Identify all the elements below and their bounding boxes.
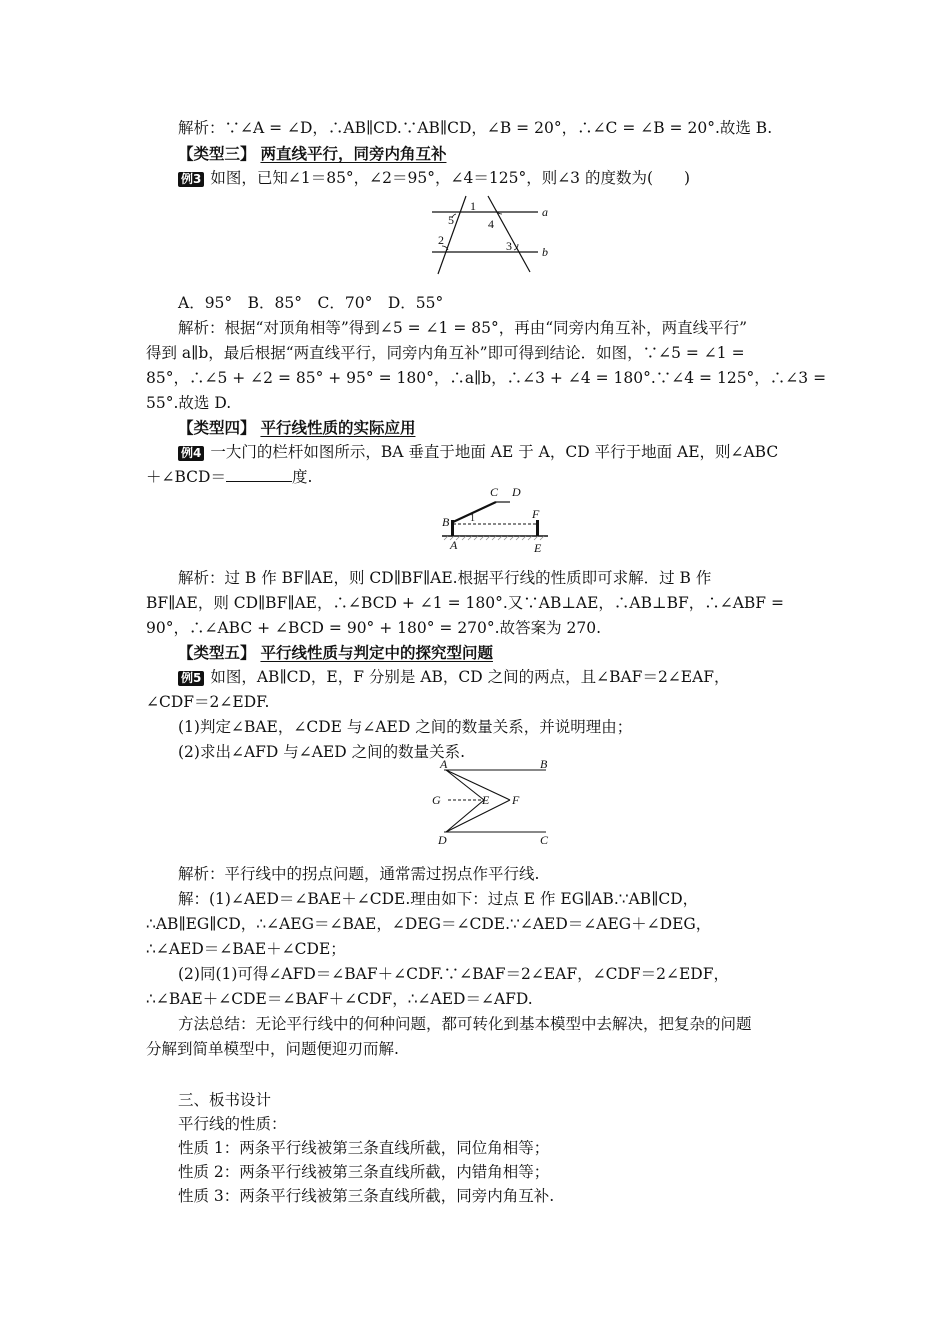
solution-example2: 解析：∵∠A = ∠D，∴AB∥CD.∵AB∥CD，∠B = 20°，∴∠C = ∠B = 20°.故选 B. (178, 119, 773, 137)
example4-solution-2: BF∥AE，则 CD∥BF∥AE，∴∠BCD + ∠1 = 180°.又∵AB⊥AE，∴AB⊥BF，∴∠ABF = (146, 594, 784, 612)
angle-label-4: 4 (488, 217, 494, 231)
figure-zigzag (428, 758, 558, 848)
example3-text: 如图，已知∠1＝85°，∠2＝95°，∠4＝125°，则∠3 的度数为( ) (210, 169, 691, 187)
example5-solution-4: (2)同(1)可得∠AFD＝∠BAF＋∠CDF.∵∠BAF＝2∠EAF，∠CDF＝2∠EDF， (178, 965, 729, 983)
board-design-title: 三、板书设计 (178, 1091, 272, 1109)
label-D: D (512, 485, 521, 499)
label-E: E (482, 793, 490, 807)
property-2: 性质 2：两条平行线被第三条直线所截，内错角相等； (178, 1163, 550, 1181)
type4-title: 平行线性质的实际应用 (260, 418, 416, 437)
property-1: 性质 1：两条平行线被第三条直线所截，同位角相等； (178, 1139, 550, 1157)
label-a: a (542, 205, 548, 219)
type3-bracket: 【类型三】 (178, 144, 256, 163)
example5-badge: 例5 (178, 671, 204, 686)
example5-solution-3: ∴∠AED＝∠BAE＋∠CDE； (146, 940, 346, 958)
property-3: 性质 3：两条平行线被第三条直线所截，同旁内角互补. (178, 1187, 555, 1205)
label-F: F (512, 793, 520, 807)
answer-blank (226, 467, 292, 482)
example5-text: 如图，AB∥CD，E，F 分别是 AB，CD 之间的两点，且∠BAF＝2∠EAF， (210, 668, 730, 686)
type4-bracket: 【类型四】 (178, 418, 256, 437)
angle-label-2: 2 (438, 233, 444, 247)
figure-gate-barrier (436, 484, 556, 556)
example3-solution-1: 解析：根据“对顶角相等”得到∠5 = ∠1 = 85°，再由“同旁内角互补，两直线平行” (178, 319, 748, 337)
example5-question-2: ∠CDF＝2∠EDF. (146, 693, 270, 711)
example5-part2: (2)求出∠AFD 与∠AED 之间的数量关系. (178, 743, 466, 761)
angle-label-5: 5 (448, 213, 454, 227)
angle-label-1: 1 (470, 199, 476, 213)
example3-badge: 例3 (178, 172, 204, 187)
label-A: A (440, 758, 448, 771)
example5-solution-5: ∴∠BAE＋∠CDE＝∠BAF＋∠CDF，∴∠AED＝∠AFD. (146, 990, 533, 1008)
example4-text-2b: 度. (291, 468, 313, 486)
type4-heading (178, 416, 415, 440)
example3-options: A．95° B．85° C．70° D．55° (178, 294, 444, 312)
example5-question (178, 665, 730, 689)
example5-part1: (1)判定∠BAE，∠CDE 与∠AED 之间的数量关系，并说明理由； (178, 718, 633, 736)
label-B: B (442, 515, 450, 529)
type3-title: 两直线平行，同旁内角互补 (260, 144, 447, 163)
label-C: C (490, 485, 499, 499)
example4-text: 一大门的栏杆如图所示，BA 垂直于地面 AE 于 A，CD 平行于地面 AE，则∠ABC (210, 443, 779, 461)
label-A: A (450, 538, 458, 552)
method-summary-2: 分解到简单模型中，问题便迎刃而解. (146, 1040, 399, 1058)
example4-badge: 例4 (178, 446, 204, 461)
type5-title: 平行线性质与判定中的探究型问题 (260, 643, 493, 662)
example4-question (178, 440, 778, 464)
type5-bracket: 【类型五】 (178, 643, 256, 662)
label-G: G (432, 793, 441, 807)
board-design-subtitle: 平行线的性质： (178, 1115, 287, 1133)
example3-solution-2: 得到 a∥b，最后根据“两直线平行，同旁内角互补”即可得到结论．如图，∵∠5 = ∠1 = (146, 344, 745, 362)
transversal-right (488, 196, 530, 272)
example5-solution-2: ∴AB∥EG∥CD，∴∠AEG＝∠BAE，∠DEG＝∠CDE.∵∠AED＝∠AEG＋∠DEG， (146, 915, 712, 933)
example4-question-2 (146, 465, 312, 489)
example3-solution-3: 85°，∴∠5 + ∠2 = 85° + 95° = 180°，∴a∥b，∴∠3 + ∠4 = 180°.∵∠4 = 125°，∴∠3 = (146, 369, 827, 387)
label-F: F (532, 507, 540, 521)
example3-solution-4: 55°.故选 D. (146, 394, 232, 412)
example3-question (178, 166, 690, 190)
figure-parallel-lines-ab (428, 194, 568, 278)
example4-solution-3: 90°，∴∠ABC + ∠BCD = 90° + 180° = 270°.故答案为 270. (146, 619, 602, 637)
type5-heading (178, 641, 493, 665)
label-B: B (540, 758, 548, 771)
post-fe (536, 520, 539, 536)
method-summary-1: 方法总结：无论平行线中的何种问题，都可转化到基本模型中去解决，把复杂的问题 (178, 1015, 752, 1033)
example5-hint: 解析：平行线中的拐点问题，通常需过拐点作平行线. (178, 865, 540, 883)
label-b: b (542, 245, 548, 259)
label-C: C (540, 833, 549, 847)
angle-label-1: 1 (470, 513, 475, 524)
label-E: E (534, 541, 542, 555)
example5-solution-1: 解：(1)∠AED＝∠BAE＋∠CDE.理由如下：过点 E 作 EG∥AB.∵AB∥CD， (178, 890, 699, 908)
label-D: D (438, 833, 447, 847)
example4-solution-1: 解析：过 B 作 BF∥AE，则 CD∥BF∥AE.根据平行线的性质即可求解．过 B 作 (178, 569, 712, 587)
example4-text-2a: ＋∠BCD＝ (146, 468, 226, 486)
type3-heading (178, 142, 446, 166)
angle-label-3: 3 (506, 239, 512, 253)
